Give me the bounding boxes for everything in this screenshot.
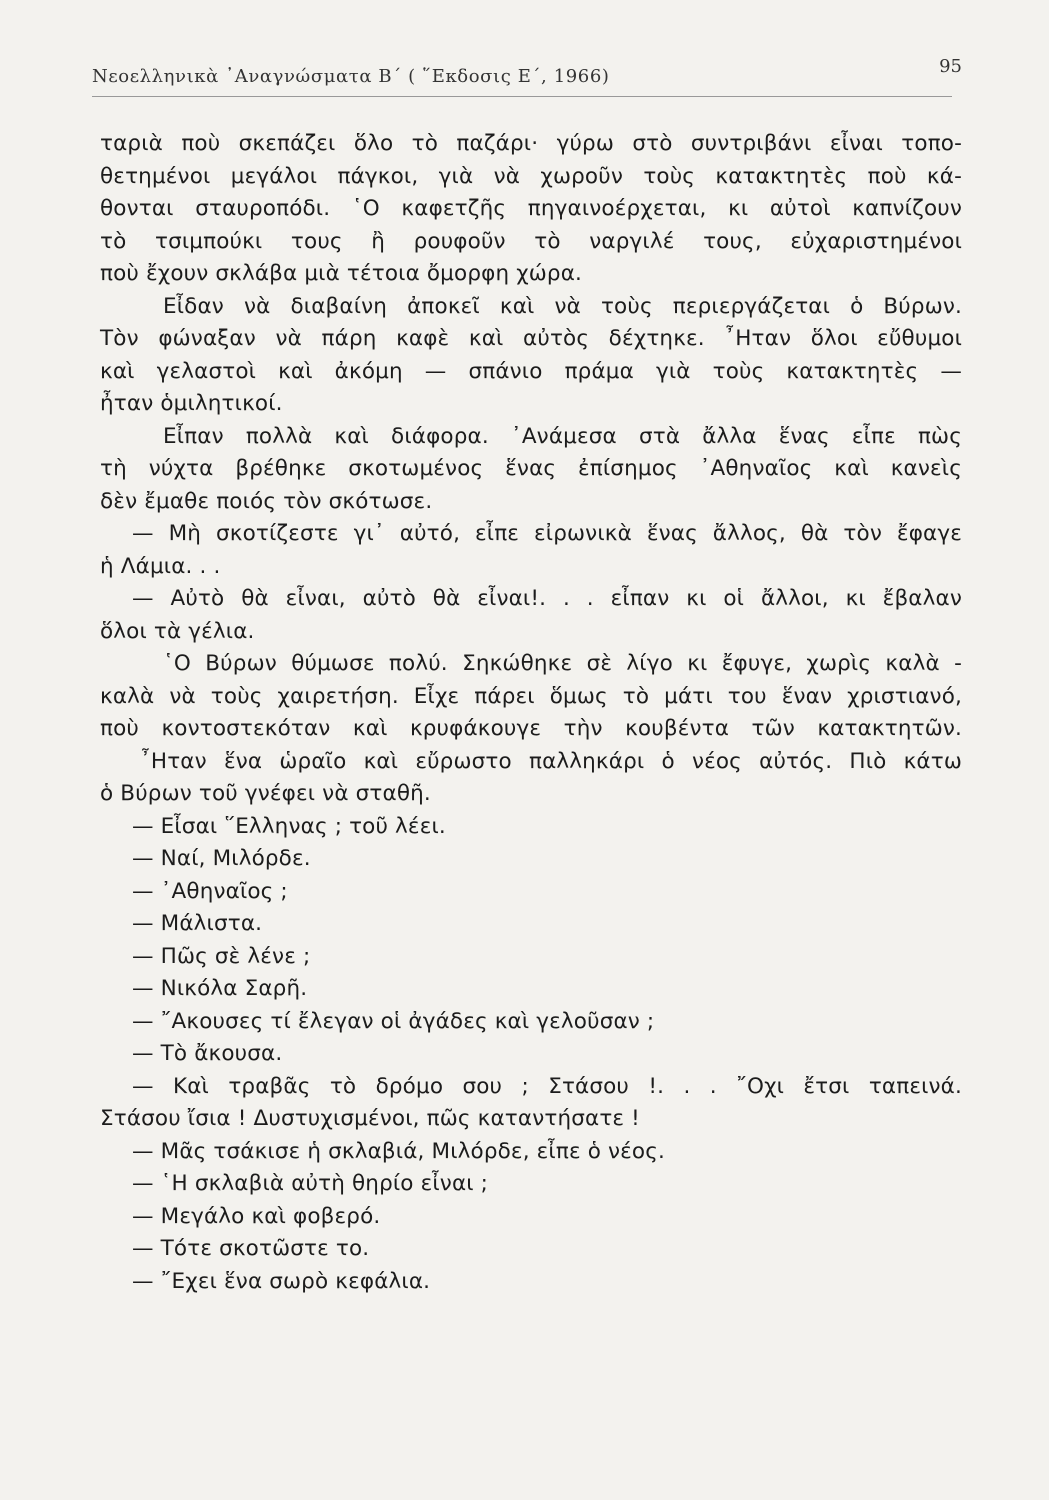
text-line: — Μὴ σκοτίζεστε γι᾿ αὐτό, εἶπε εἰρωνικὰ ἕνας ἄλλος, θὰ τὸν ἔφαγε [132, 521, 962, 546]
dialogue-line: — Τὸ ἄκουσα. [132, 1041, 283, 1066]
dialogue-line: — Ναί, Μιλόρδε. [132, 846, 311, 871]
text-line: ποὺ ἔχουν σκλάβα μιὰ τέτοια ὄμορφη χώρα. [100, 261, 583, 286]
dialogue-line: — Μᾶς τσάκισε ἡ σκλαβιά, Μιλόρδε, εἶπε ὁ νέος. [132, 1138, 665, 1164]
text-line: θονται σταυροπόδι. ῾Ο καφετζῆς πηγαινοέρχεται, κι αὐτοὶ καπνίζουν [100, 196, 962, 221]
text-line: ὅλοι τὰ γέλια. [100, 618, 255, 644]
text-line: δὲν ἔμαθε ποιός τὸν σκότωσε. [100, 488, 433, 514]
dialogue-line: — Πῶς σὲ λένε ; [132, 943, 311, 969]
dialogue-line: — Τότε σκοτῶστε το. [132, 1236, 370, 1261]
dialogue-line: — ῾Η σκλαβιὰ αὐτὴ θηρίο εἶναι ; [132, 1171, 489, 1196]
dialogue-line: — Μάλιστα. [132, 911, 263, 936]
page-number: 95 [939, 56, 962, 77]
body-text [100, 128, 962, 1298]
dialogue-line: — Μεγάλο καὶ φοβερό. [132, 1203, 381, 1229]
text-line: ἦταν ὁμιλητικοί. [100, 391, 283, 416]
text-line: — Αὐτὸ θὰ εἶναι, αὐτὸ θὰ εἶναι!. . . εἶπαν κι οἱ ἄλλοι, κι ἔβαλαν [132, 586, 962, 611]
text-line: Εἶπαν πολλὰ καὶ διάφορα. ᾿Ανάμεσα στὰ ἄλλα ἕνας εἶπε πὼς [163, 423, 962, 449]
text-line: Τὸν φώναξαν νὰ πάρη καφὲ καὶ αὐτὸς δέχτηκε. ῏Ηταν ὅλοι εὔθυμοι [100, 326, 962, 351]
text-line: καλὰ νὰ τοὺς χαιρετήση. Εἶχε πάρει ὅμως τὸ μάτι του ἕναν χριστιανό, [100, 683, 962, 709]
page-header [92, 56, 962, 94]
dialogue-line: — ᾿Αθηναῖος ; [132, 878, 288, 904]
dialogue-line: — Εἶσαι ῞Ελληνας ; τοῦ λέει. [132, 813, 446, 839]
text-line: ὁ Βύρων τοῦ γνέφει νὰ σταθῆ. [100, 781, 431, 806]
header-rule [92, 96, 952, 97]
text-line: ῏Ηταν ἕνα ὡραῖο καὶ εὔρωστο παλληκάρι ὁ νέος αὐτός. Πιὸ κάτω [140, 748, 962, 774]
text-line: ῾Ο Βύρων θύμωσε πολύ. Σηκώθηκε σὲ λίγο κι ἔφυγε, χωρὶς καλὰ - [163, 651, 962, 676]
text-line: Εἶδαν νὰ διαβαίνη ἀποκεῖ καὶ νὰ τοὺς περιεργάζεται ὁ Βύρων. [163, 293, 962, 319]
text-line: Στάσου ἴσια ! Δυστυχισμένοι, πῶς καταντήσατε ! [100, 1106, 640, 1131]
text-line: τὴ νύχτα βρέθηκε σκοτωμένος ἕνας ἐπίσημος ᾿Αθηναῖος καὶ κανεὶς [100, 456, 962, 481]
running-title: Νεοελληνικὰ ᾿Αναγνώσματα Β΄ ( ῞Εκδοσις Ε΄, 1966) [92, 66, 610, 87]
text-line: θετημένοι μεγάλοι πάγκοι, γιὰ νὰ χωροῦν τοὺς κατακτητὲς ποὺ κά- [100, 163, 962, 189]
text-line: ἡ Λάμια. . . [100, 553, 221, 579]
dialogue-line: — Νικόλα Σαρῆ. [132, 976, 308, 1001]
dialogue-line: — ῎Ακουσες τί ἔλεγαν οἱ ἀγάδες καὶ γελοῦσαν ; [132, 1008, 655, 1034]
text-line: καὶ γελαστοὶ καὶ ἀκόμη — σπάνιο πράμα γιὰ τοὺς κατακτητὲς — [100, 358, 962, 384]
dialogue-line: — ῎Εχει ἕνα σωρὸ κεφάλια. [132, 1268, 431, 1294]
text-line: ταριὰ ποὺ σκεπάζει ὅλο τὸ παζάρι· γύρω στὸ συντριβάνι εἶναι τοπο- [100, 131, 962, 156]
dialogue-line: — Καὶ τραβᾶς τὸ δρόμο σου ; Στάσου !. . . ῎Οχι ἔτσι ταπεινά. [132, 1073, 962, 1099]
text-line: τὸ τσιμπούκι τους ἢ ρουφοῦν τὸ ναργιλέ τους, εὐχαριστημένοι [100, 228, 962, 254]
text-line: ποὺ κοντοστεκόταν καὶ κρυφάκουγε τὴν κουβέντα τῶν κατακτητῶν. [100, 716, 962, 741]
